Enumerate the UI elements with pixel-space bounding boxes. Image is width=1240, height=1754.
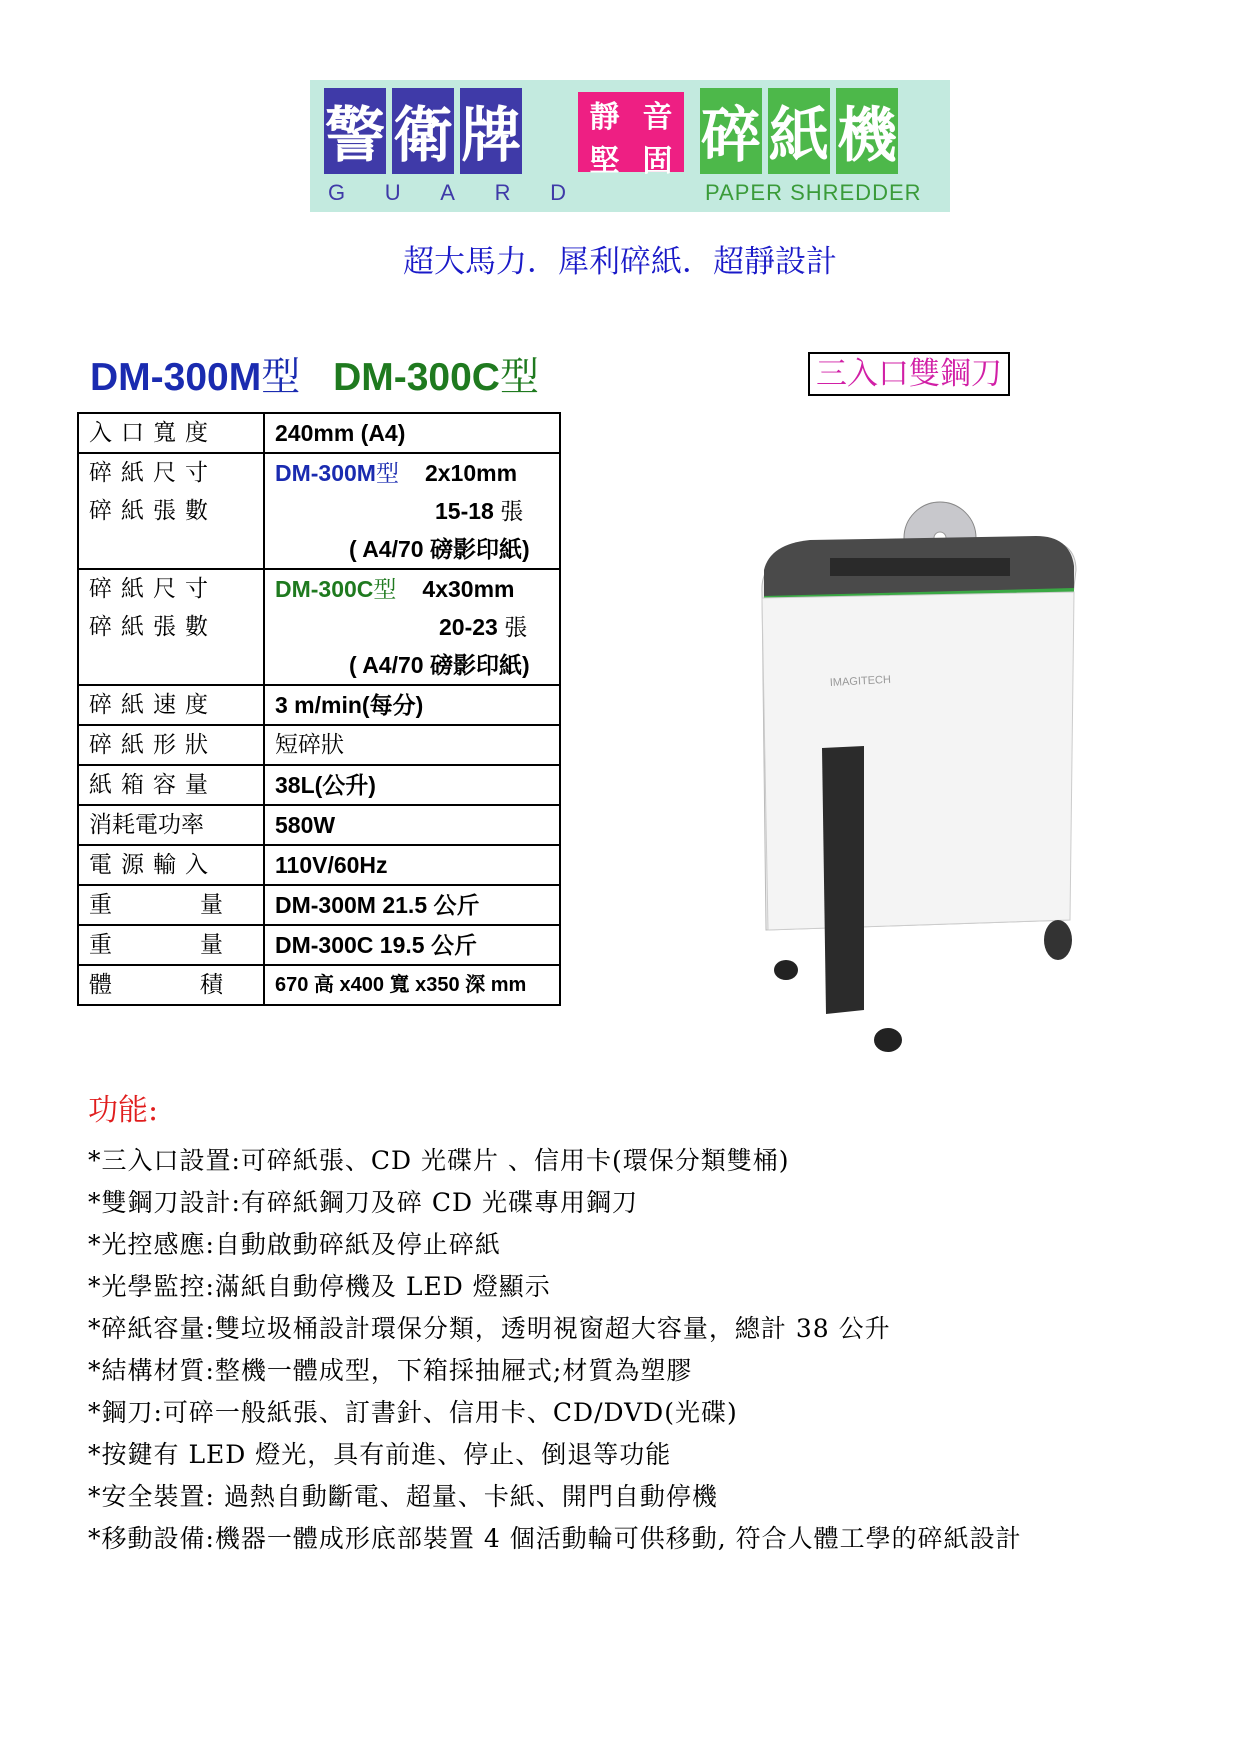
- model-type-suffix: 型: [261, 355, 301, 400]
- spec-key: 量: [200, 932, 223, 958]
- list-item: *結構材質:整機一體成型，下箱採抽屜式;材質為塑膠: [88, 1356, 693, 1385]
- spec-shred-size: 4x30mm: [422, 576, 515, 602]
- table-row: [78, 725, 560, 765]
- logo-tag-char: 靜: [589, 100, 620, 135]
- spec-paper-note: ( A4/70 磅影印紙): [349, 536, 530, 562]
- spec-value: 670 高 x400 寬 x350 深 mm: [275, 974, 527, 996]
- spec-model: DM-300M: [275, 460, 376, 486]
- spec-key: 入口寬度: [89, 420, 217, 446]
- spec-sheets-unit: 張: [504, 615, 528, 641]
- logo-letter: U: [384, 180, 401, 205]
- spec-key: 碎紙張數: [89, 498, 217, 524]
- logo-char: 衛: [392, 88, 454, 174]
- logo-letter: A: [440, 180, 455, 205]
- spec-value: 580W: [275, 812, 336, 838]
- table-row: [78, 965, 560, 1005]
- spec-model-suffix: 型: [375, 461, 399, 487]
- logo-char: 牌: [460, 88, 522, 174]
- table-row: [78, 413, 560, 453]
- spec-value: 110V/60Hz: [275, 852, 388, 878]
- spec-key: 碎紙張數: [89, 614, 217, 640]
- list-item: *安全裝置: 過熱自動斷電、超量、卡紙、開門自動停機: [88, 1482, 718, 1511]
- list-item: *移動設備:機器一體成形底部裝置 4 個活動輪可供移動, 符合人體工學的碎紙設計: [88, 1524, 1022, 1553]
- table-row: [78, 685, 560, 725]
- spec-value: 240mm (A4): [275, 420, 406, 446]
- logo-guard-wordmark: [328, 180, 566, 206]
- product-brand-label: IMAGITECH: [829, 673, 892, 689]
- table-row: [78, 805, 560, 845]
- spec-key: 碎紙尺寸: [89, 460, 217, 486]
- list-item: *光學監控:滿紙自動停機及 LED 燈顯示: [88, 1272, 551, 1301]
- spec-key: 電源輸入: [89, 852, 217, 878]
- table-row: [78, 569, 560, 685]
- spec-shred-size: 2x10mm: [424, 460, 518, 486]
- shredder-product-image: [740, 500, 1100, 1070]
- table-row: [78, 885, 560, 925]
- logo-tagline-box: [578, 92, 684, 179]
- spec-key: 積: [200, 972, 223, 998]
- logo-char: 紙: [768, 88, 830, 174]
- spec-key: 碎紙速度: [89, 692, 217, 718]
- list-item: *三入口設置:可碎紙張、CD 光碟片 、信用卡(環保分類雙桶): [88, 1146, 790, 1175]
- spec-key: 消耗電功率: [89, 812, 204, 838]
- spec-key: 紙箱容量: [89, 772, 217, 798]
- spec-value: 38L(公升): [275, 772, 376, 798]
- logo-subtitle: PAPER SHREDDER: [705, 180, 922, 205]
- model-type-suffix: 型: [499, 355, 539, 400]
- table-row: [78, 845, 560, 885]
- list-item: *鋼刀:可碎一般紙張、訂書針、信用卡、CD/DVD(光碟): [88, 1398, 738, 1427]
- logo-char: 碎: [700, 88, 762, 174]
- logo-char: 機: [836, 88, 898, 174]
- spec-sheets: 20-23: [439, 614, 498, 640]
- logo-letter: D: [550, 180, 566, 205]
- features-list: [88, 1140, 1022, 1560]
- logo-tag-char: 堅: [589, 144, 620, 179]
- spec-value: 短碎狀: [275, 732, 344, 758]
- logo-letter: R: [494, 180, 511, 205]
- wheel-icon: [874, 1028, 902, 1052]
- spec-key: 重: [89, 892, 112, 918]
- features-title: 功能:: [88, 1093, 159, 1128]
- wheel-icon: [774, 960, 798, 980]
- logo-tag-char: 音: [642, 100, 673, 135]
- spec-value: 3 m/min(每分): [275, 692, 424, 718]
- logo-brand-chars: [324, 88, 522, 174]
- model-300c-name: DM-300C: [333, 356, 500, 399]
- table-row: [78, 925, 560, 965]
- spec-model-suffix: 型: [373, 577, 397, 603]
- spec-table: [77, 412, 561, 1006]
- model-heading: [90, 346, 539, 402]
- feature-badge: 三入口雙鋼刀: [808, 352, 1010, 396]
- logo-letter: G: [328, 180, 346, 205]
- table-row: [78, 765, 560, 805]
- spec-paper-note: ( A4/70 磅影印紙): [349, 652, 530, 678]
- list-item: *碎紙容量:雙垃圾桶設計環保分類，透明視窗超大容量，總計 38 公升: [88, 1314, 891, 1343]
- logo-product-chars: [700, 88, 898, 174]
- logo-char: 警: [324, 88, 386, 174]
- spec-key: 量: [200, 892, 223, 918]
- model-300m-name: DM-300M: [90, 356, 262, 399]
- spec-sheets: 15-18: [435, 498, 494, 524]
- table-row: [78, 453, 560, 569]
- transparent-window: [822, 746, 864, 1014]
- list-item: *光控感應:自動啟動碎紙及停止碎紙: [88, 1230, 501, 1259]
- paper-slot: [830, 558, 1010, 576]
- spec-sheets-unit: 張: [500, 499, 524, 525]
- list-item: *按鍵有 LED 燈光，具有前進、停止、倒退等功能: [88, 1440, 672, 1469]
- logo-tag-char: 固: [642, 144, 673, 179]
- list-item: *雙鋼刀設計:有碎紙鋼刀及碎 CD 光碟專用鋼刀: [88, 1188, 638, 1217]
- spec-key: 重: [89, 932, 112, 958]
- slogan: 超大馬力．犀利碎紙．超靜設計: [403, 244, 837, 280]
- spec-key: 碎紙形狀: [89, 732, 217, 758]
- spec-model: DM-300C: [275, 576, 374, 602]
- wheel-icon: [1044, 920, 1072, 960]
- brand-logo: [310, 80, 950, 212]
- spec-value: DM-300M 21.5 公斤: [275, 892, 480, 918]
- spec-value: DM-300C 19.5 公斤: [275, 932, 477, 958]
- spec-key: 體: [89, 972, 112, 998]
- spec-key: 碎紙尺寸: [89, 576, 217, 602]
